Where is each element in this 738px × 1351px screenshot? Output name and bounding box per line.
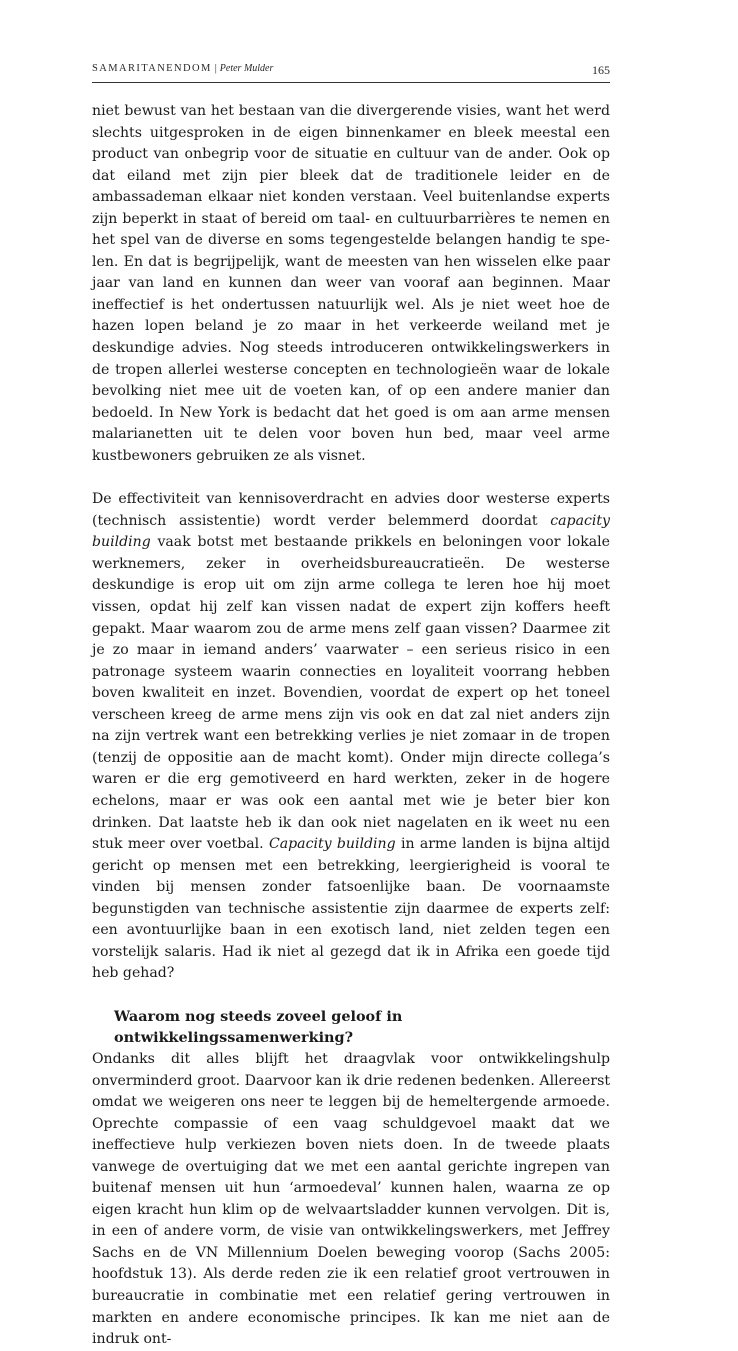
header-rule bbox=[92, 82, 610, 83]
page-number: 165 bbox=[592, 63, 610, 77]
paragraph-2-text: in arme landen is bijna altijd gericht op mensen met een betrekking, leergierigheid is vooral te vinden bij mensen zonder fatsoenlijke baan. De voornaamste begunstigden van technische assistentie zijn daarmee de experts zelf: een avontuurlijke baan in een exotisch land, niet zelden tegen een vorstelijk salaris. Had ik niet al gezegd dat ik in Afrika een goede tijd heb gehad? bbox=[92, 836, 610, 982]
italic-term: capacity building bbox=[92, 512, 610, 551]
paragraph-3: Ondanks dit alles blijft het draagvlak voor ontwikkelingshulp onverminderd groot. Daarvoor kan ik drie redenen bedenken. Allereerst omdat we weigeren ons neer te leggen bij de hemeltergende armoede. Oprechte compassie of een vaag schuldgevoel maakt dat we ineffectieve hulp verkiezen boven niets doen. In de tweede plaats vanwege de overtuiging dat we met een aantal gerichte ingrepen van buitenaf mensen uit hun ‘armoedeval’ kunnen halen, waarna ze op eigen kracht hun klim op de welvaartsladder kunnen vervolgen. Dit is, in een of andere vorm, de visie van ontwikkelingswerkers, met Jeffrey Sachs en de VN Millennium Doelen beweging voorop (Sachs 2005: hoofdstuk 13). Als derde reden zie ik een relatief groot vertrouwen in bureaucratie in combinatie met een relatief gering vertrouwen in markten en andere economische principes. Ik kan me niet aan de indruk ont- bbox=[92, 1050, 610, 1348]
author-name: Peter Mulder bbox=[219, 63, 274, 74]
running-header bbox=[92, 63, 610, 79]
page-body bbox=[92, 101, 610, 1351]
paragraph-1: niet bewust van het bestaan van die divergerende visies, want het werd slechts uitgesproken in de eigen binnenkamer en bleek meestal een product van onbegrip voor de situatie en cultuur van de ander. Ook op dat eiland met zijn pier bleek dat de traditionele leider en de ambassademan elkaar niet konden verstaan. Veel buitenlandse experts zijn beperkt in staat of bereid om taal- en cultuurbarrières te nemen en het spel van de diverse en soms tegengestelde belangen handig te spelen. En dat is begrijpelijk, want de meesten van hen wisselen elke paar jaar van land en kunnen dan weer van vooraf aan beginnen. Maar ineffectief is het ondertussen natuurlijk wel. Als je niet weet hoe de hazen lopen beland je zo maar in het verkeerde weiland met je deskundige advies. Nog steeds introduceren ontwikkelingswerkers in de tropen allerlei westerse concepten en technologieën waar de lokale bevolking niet mee uit de voeten kan, of op een andere manier dan bedoeld. In New York is bedacht dat het goed is om aan arme mensen malarianetten uit te delen voor boven hun bed, maar veel arme kustbewoners gebruiken ze als visnet. bbox=[92, 103, 610, 464]
paragraph-2 bbox=[92, 489, 610, 985]
book-title: SAMARITANENDOM bbox=[92, 63, 212, 74]
header-separator: | bbox=[214, 63, 217, 74]
paragraph-2-text: vaak botst met bestaande prikkels en beloningen voor lokale werknemers, zeker in overheidsbureaucratieën. De westerse deskundige is erop uit om zijn arme collega te leren hoe hij moet vissen, opdat hij zelf kan vissen nadat de expert zijn koffers heeft gepakt. Maar waarom zou de arme mens zelf gaan vissen? Daarmee zit je zo maar in iemand anders’ vaarwater – een serieus risico in een patronage systeem waarin connecties en loyaliteit voorrang hebben boven kwaliteit en inzet. Bovendien, voordat de expert op het toneel verscheen kreeg de arme mens zijn vis ook en dat zal niet anders zijn na zijn vertrek want een betrekking verlies je niet zomaar in de tropen (tenzij de oppositie aan de macht komt). Onder mijn directe collega’s waren er die erg gemotiveerd en hard werkten, zeker in de hogere echelons, maar er was ook een aantal met wie je beter bier kon drinken. Dat laatste heb ik dan ook niet nagelaten en ik weet nu een stuk meer over voetbal. bbox=[92, 534, 610, 853]
italic-term: Capacity building bbox=[268, 836, 396, 853]
paragraph-2-text: De effectiviteit van kennisoverdracht en advies door westerse experts (technisch assistentie) wordt verder belemmerd doordat bbox=[92, 491, 610, 529]
section-heading: Waarom nog steeds zoveel geloof in ontwikkelingssamenwerking? bbox=[114, 1007, 403, 1047]
